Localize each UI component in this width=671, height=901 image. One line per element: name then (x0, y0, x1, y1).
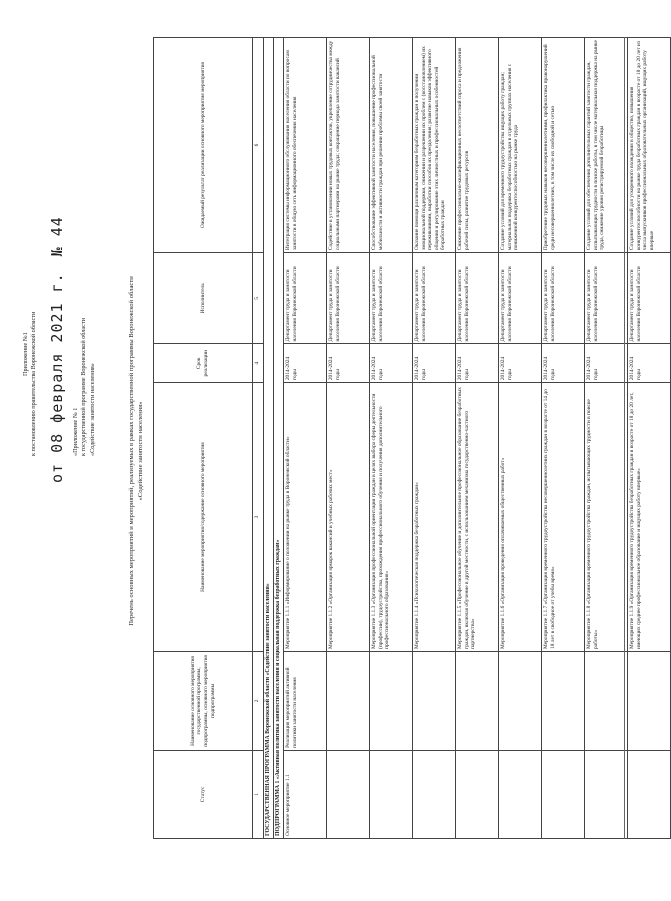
title-line: Перечень основных мероприятий и мероприятий, реализуемых в рамках государственной программы Воронежской области (128, 276, 135, 626)
cell-content: Мероприятие 1.1.8 «Организация временного трудоустройства граждан, испытывающих трудности в поиске работы» (585, 383, 628, 652)
cell-status: Основное мероприятие 1.1 (284, 750, 327, 838)
header-name: Наименование основного мероприятия государственной программы, подпрограммы, основного мероприятия подпрограммы (154, 651, 253, 750)
table-row (456, 38, 499, 839)
appendix-line: «Содействие занятости населения» (88, 363, 96, 456)
cell-executor: Департамент труда и занятости населения Воронежской области (499, 253, 542, 344)
cell-content: Мероприятие 1.1.5 «Профессиональное обучение и дополнительное профессиональное образование безработных граждан, включая обучение в другой местности, с использованием механизма государственно-частного партнерства» (456, 383, 499, 652)
cell-period: 2014-2024 годы (284, 344, 327, 383)
cell-period: 2014-2024 годы (370, 344, 413, 383)
cell-content: Мероприятие 1.1.6 «Организация проведения оплачиваемых общественных работ» (499, 383, 542, 652)
col-number: 4 (253, 344, 264, 383)
section-title: ПОДПРОГРАММА 1 «Активная политика занятости населения и социальная поддержка безработных граждан» (274, 38, 284, 839)
table-row (628, 38, 671, 839)
cell-content: Мероприятие 1.1.9 «Организация временного трудоустройства безработных граждан в возрасте от 18 до 20 лет, имеющих среднее профессиональное образование и ищущих работу впервые» (628, 383, 671, 652)
cell-content: Мероприятие 1.1.1 «Информирование о положении на рынке труда в Воронежской области» (284, 383, 327, 652)
cell-result: Приобретение трудовых навыков несовершеннолетними, профилактика правонарушений среди несовершеннолетних, в том числе их свободной и сетью (542, 38, 585, 253)
appendix-line: «Приложение № 1 (72, 407, 79, 456)
cell-executor: Департамент труда и занятости населения Воронежской области (327, 253, 370, 344)
cell-period: 2014-2024 годы (413, 344, 456, 383)
cell-name (499, 651, 542, 750)
cell-result: Создание условий для временного трудоустройства ищущих работу граждан; материальная поддержка безработных граждан в отдельных группах населения с пониженной конкурентоспособностью на рынке труда (499, 38, 542, 253)
header-period: Срок реализации (154, 344, 253, 383)
cell-result: Снижение профессионально-квалификационных несоответствий спроса и предложения рабочей силы, развитие трудовых ресурсов (456, 38, 499, 253)
date-month: февраля (48, 352, 66, 423)
cell-executor: Департамент труда и занятости населения Воронежской области (284, 253, 327, 344)
cell-status (542, 750, 585, 838)
date-prefix: от (48, 462, 66, 483)
cell-executor: Департамент труда и занятости населения Воронежской области (370, 253, 413, 344)
table-header-row (154, 38, 253, 839)
cell-result: Создание условий для обеспечения дополнительных гарантий занятости граждан, испытывающих трудности в поиске работы, в том числе материальная поддержка на рынке труда, снижение уровня регистрируемой безработицы (585, 38, 628, 253)
cell-period: 2014-2024 годы (585, 344, 628, 383)
cell-result: Оказание помощи различным категориям безработных граждан в получении эмоциональной поддержки, снижении и разрешении их проблем с (восстановлением) их переживаниями, выработки способов их преодоления; развитие навыков эффективного общения и регулирование этих личностных и профессиональных особенностей безработных граждан (413, 38, 456, 253)
cell-executor: Департамент труда и занятости населения Воронежской области (585, 253, 628, 344)
cell-executor: Департамент труда и занятости населения Воронежской области (628, 253, 671, 344)
col-number: 1 (253, 750, 264, 838)
cell-status (370, 750, 413, 838)
col-number: 3 (253, 383, 264, 652)
table-row (542, 38, 585, 839)
number-sign: № (48, 246, 66, 257)
cell-status (585, 750, 628, 838)
cell-name (585, 651, 628, 750)
table-row (284, 38, 327, 839)
cell-status (456, 750, 499, 838)
col-number: 6 (253, 38, 264, 253)
cell-name (413, 651, 456, 750)
cell-executor: Департамент труда и занятости населения Воронежской области (413, 253, 456, 344)
date-day: 08 (48, 432, 66, 453)
handwritten-date (48, 216, 66, 483)
cell-name (542, 651, 585, 750)
cell-period: 2014-2024 годы (628, 344, 671, 383)
cell-result: Создание условий для ускоренного вхождения в общество, повышения конкурентоспособности на рынке труда безработных граждан в возрасте от 18 до 20 лет из числа выпускников профессиональных образовательных организаций, ищущих работу впервые (628, 38, 671, 253)
section-title: ГОСУДАРСТВЕННАЯ ПРОГРАММА Воронежской области «Содействие занятости населения» (264, 38, 274, 839)
appendix-header-2 (72, 96, 97, 456)
cell-name (327, 651, 370, 750)
appendix-header (22, 116, 39, 456)
appendix-line: к постановлению правительства Воронежской области (30, 311, 38, 456)
section-row (264, 38, 274, 839)
col-number: 2 (253, 651, 264, 750)
cell-content: Мероприятие 1.1.3 «Организация профессиональной ориентации граждан в целях выбора сферы деятельности (профессии), трудоустройства, прохождения профессионального обучения и получения дополнительного профессионального образования» (370, 383, 413, 652)
cell-period: 2014-2024 годы (499, 344, 542, 383)
document-title (128, 71, 145, 831)
cell-period: 2014-2024 годы (327, 344, 370, 383)
col-number: 5 (253, 253, 264, 344)
cell-executor: Департамент труда и занятости населения Воронежской области (456, 253, 499, 344)
table-row (499, 38, 542, 839)
title-line: «Содействие занятости населения» (136, 401, 144, 501)
cell-result: Интеграция системы информационного обслуживания населения области по вопросам занятости в общую сеть информационного обеспечения населения (284, 38, 327, 253)
cell-status (413, 750, 456, 838)
cell-name (370, 651, 413, 750)
cell-period: 2014-2024 годы (542, 344, 585, 383)
cell-name: Реализация мероприятий активной политики занятости населения (284, 651, 327, 750)
measures-table (153, 37, 671, 839)
table-row (327, 38, 370, 839)
cell-content: Мероприятие 1.1.4 «Психологическая поддержка безработных граждан» (413, 383, 456, 652)
header-result: Ожидаемый результат реализации основного мероприятия мероприятия (154, 38, 253, 253)
header-status: Статус (154, 750, 253, 838)
doc-number: 44 (48, 216, 66, 237)
cell-period: 2014-2024 годы (456, 344, 499, 383)
header-executor: Исполнитель (154, 253, 253, 344)
table-row (370, 38, 413, 839)
table-row (413, 38, 456, 839)
section-row (274, 38, 284, 839)
cell-name (628, 651, 671, 750)
cell-status (628, 750, 671, 838)
cell-executor: Департамент труда и занятости населения Воронежской области (542, 253, 585, 344)
date-year: 2021 г. (48, 272, 66, 343)
cell-result: Содействие в установлении новых трудовых контактов, укрепление сотрудничества между социальными партнерами на рынке труда; сокращение периода занятости вакансий (327, 38, 370, 253)
column-number-row (253, 38, 264, 839)
cell-name (456, 651, 499, 750)
cell-status (499, 750, 542, 838)
cell-content: Мероприятие 1.1.2 «Организация ярмарок вакансий и учебных рабочих мест» (327, 383, 370, 652)
table-rows (284, 38, 671, 839)
header-content: Наименование мероприятия/содержание основного мероприятия (154, 383, 253, 652)
table-row (585, 38, 628, 839)
page-divider (624, 37, 625, 839)
appendix-line: к государственной программе Воронежской области (80, 318, 88, 456)
appendix-line: Приложение №1 (22, 332, 29, 376)
cell-result: Способствование эффективной занятости населения, повышение профессиональной мобильности и активности граждан при решении проблемы своей занятости (370, 38, 413, 253)
cell-status (327, 750, 370, 838)
cell-content: Мероприятие 1.1.7 «Организация временного трудоустройства несовершеннолетних граждан в возрасте от 14 до 18 лет в свободное от учебы время» (542, 383, 585, 652)
